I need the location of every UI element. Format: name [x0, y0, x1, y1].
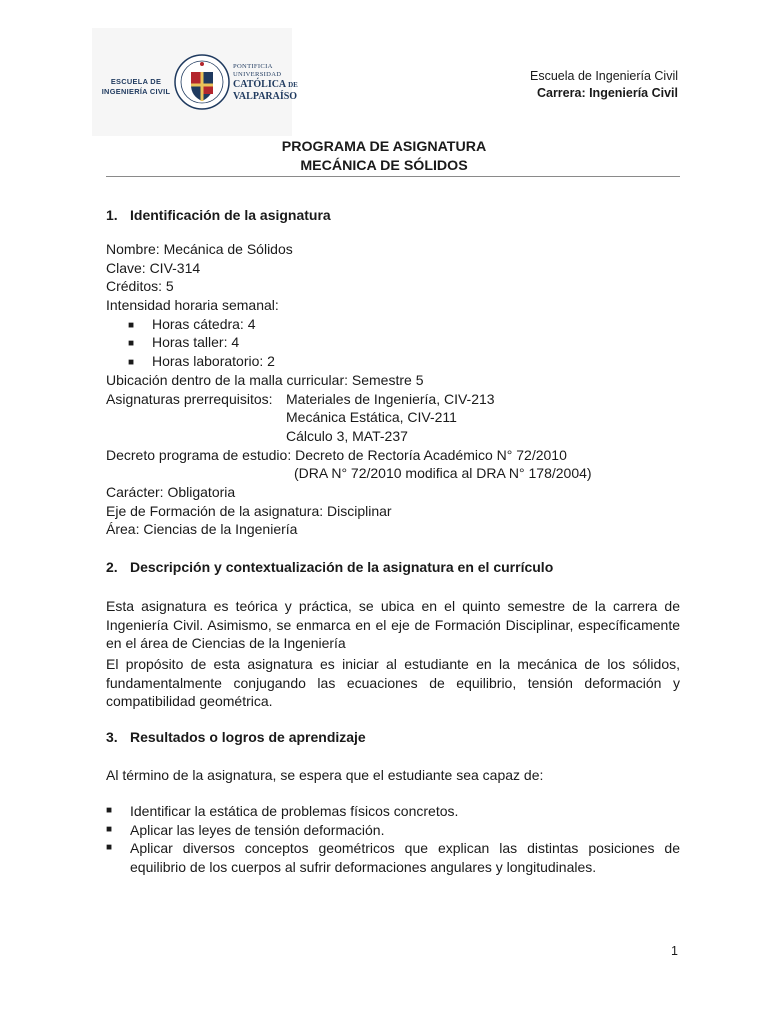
prereq-label: Asignaturas prerrequisitos:	[106, 390, 273, 407]
bullet-icon: ■	[106, 805, 113, 816]
prereq-item: Mecánica Estática, CIV-211	[286, 409, 457, 426]
results-intro: Al término de la asignatura, se espera que el estudiante sea capaz de:	[106, 767, 544, 783]
result-text: Aplicar diversos conceptos geométricos que explican las distintas posiciones de equilibrio de los cuerpos al sufrir deformaciones angulares y longitudinales.	[130, 840, 680, 876]
decreto-note: (DRA N° 72/2010 modifica al DRA N° 178/2004)	[294, 465, 592, 482]
identification-list	[106, 240, 686, 539]
hours-taller: Horas taller: 4	[152, 334, 240, 351]
section-1-heading	[106, 207, 331, 223]
university-seal-icon	[174, 54, 230, 110]
header-career: Carrera: Ingeniería Civil	[536, 86, 678, 100]
description-paragraph-1: Esta asignatura es teórica y práctica, se ubica en el quinto semestre de la carrera de Ingeniería Civil. Asimismo, se enmarca en el eje de Formación Disciplinar, específicamente en el área de Ciencias de la Ingeniería	[106, 598, 680, 652]
logo-line-valparaiso: VALPARAÍSO	[233, 91, 298, 102]
title-divider	[106, 176, 680, 177]
prereq-item: Materiales de Ingeniería, CIV-213	[286, 390, 495, 407]
header-school: Escuela de Ingeniería Civil	[530, 69, 678, 83]
header-right	[530, 68, 678, 102]
list-item	[106, 352, 686, 371]
list-item	[106, 333, 686, 352]
field-caracter: Carácter: Obligatoria	[106, 483, 236, 500]
section-number: 1.	[106, 207, 118, 223]
title-line-1: PROGRAMA DE ASIGNATURA	[281, 139, 487, 155]
prereq-item: Cálculo 3, MAT-237	[286, 427, 408, 444]
field-prerrequisitos	[106, 390, 686, 409]
field-decreto: Decreto programa de estudio: Decreto de Rectoría Académico N° 72/2010	[106, 446, 567, 463]
list-item	[106, 315, 686, 334]
page-number: 1	[671, 944, 678, 958]
field-intensidad: Intensidad horaria semanal:	[106, 297, 279, 314]
logo-word-catolica: CATÓLICA	[233, 79, 286, 90]
field-area: Área: Ciencias de la Ingeniería	[106, 521, 298, 538]
school-logo-text: ESCUELA DE INGENIERÍA CIVIL	[101, 77, 171, 96]
title-line-2: MECÁNICA DE SÓLIDOS	[300, 158, 468, 174]
logo-line-catolica-de	[233, 79, 313, 91]
logo-line-universidad: UNIVERSIDAD	[233, 71, 282, 78]
section-number: 2.	[106, 559, 118, 575]
bullet-icon: ■	[128, 338, 135, 350]
field-ubicacion: Ubicación dentro de la malla curricular: Semestre 5	[106, 371, 424, 388]
list-item	[106, 802, 680, 821]
bullet-icon: ■	[128, 319, 135, 331]
section-title: Resultados o logros de aprendizaje	[130, 729, 366, 745]
field-eje: Eje de Formación de la asignatura: Disciplinar	[106, 502, 392, 519]
header-logo	[92, 28, 298, 136]
section-title: Descripción y contextualización de la asignatura en el currículo	[130, 559, 554, 575]
field-nombre: Nombre: Mecánica de Sólidos	[106, 241, 293, 257]
description-paragraph-2: El propósito de esta asignatura es iniciar al estudiante en la mecánica de los sólidos, fundamentalmente conjugando las ecuaciones de equilibrio, tensión deformación y compatibilidad geométrica.	[106, 656, 680, 710]
bullet-icon: ■	[106, 823, 113, 835]
hours-catedra: Horas cátedra: 4	[152, 315, 256, 332]
bullet-icon: ■	[106, 842, 113, 854]
section-number: 3.	[106, 729, 118, 745]
result-text: Identificar la estática de problemas físicos concretos.	[130, 803, 459, 819]
field-creditos: Créditos: 5	[106, 278, 174, 295]
section-title: Identificación de la asignatura	[130, 207, 331, 223]
section-2-heading	[106, 559, 553, 575]
section-3-heading	[106, 729, 366, 745]
logo-line-pontificia: PONTIFICIA	[233, 63, 273, 70]
field-clave: Clave: CIV-314	[106, 259, 201, 276]
document-title	[0, 138, 768, 176]
result-text: Aplicar las leyes de tensión deformación.	[130, 821, 385, 838]
list-item	[106, 821, 680, 840]
results-list	[106, 802, 680, 877]
hours-laboratorio: Horas laboratorio: 2	[152, 353, 275, 370]
list-item	[106, 839, 680, 876]
logo-word-de: DE	[288, 81, 298, 89]
bullet-icon: ■	[128, 357, 135, 369]
university-logo-text	[233, 63, 313, 102]
